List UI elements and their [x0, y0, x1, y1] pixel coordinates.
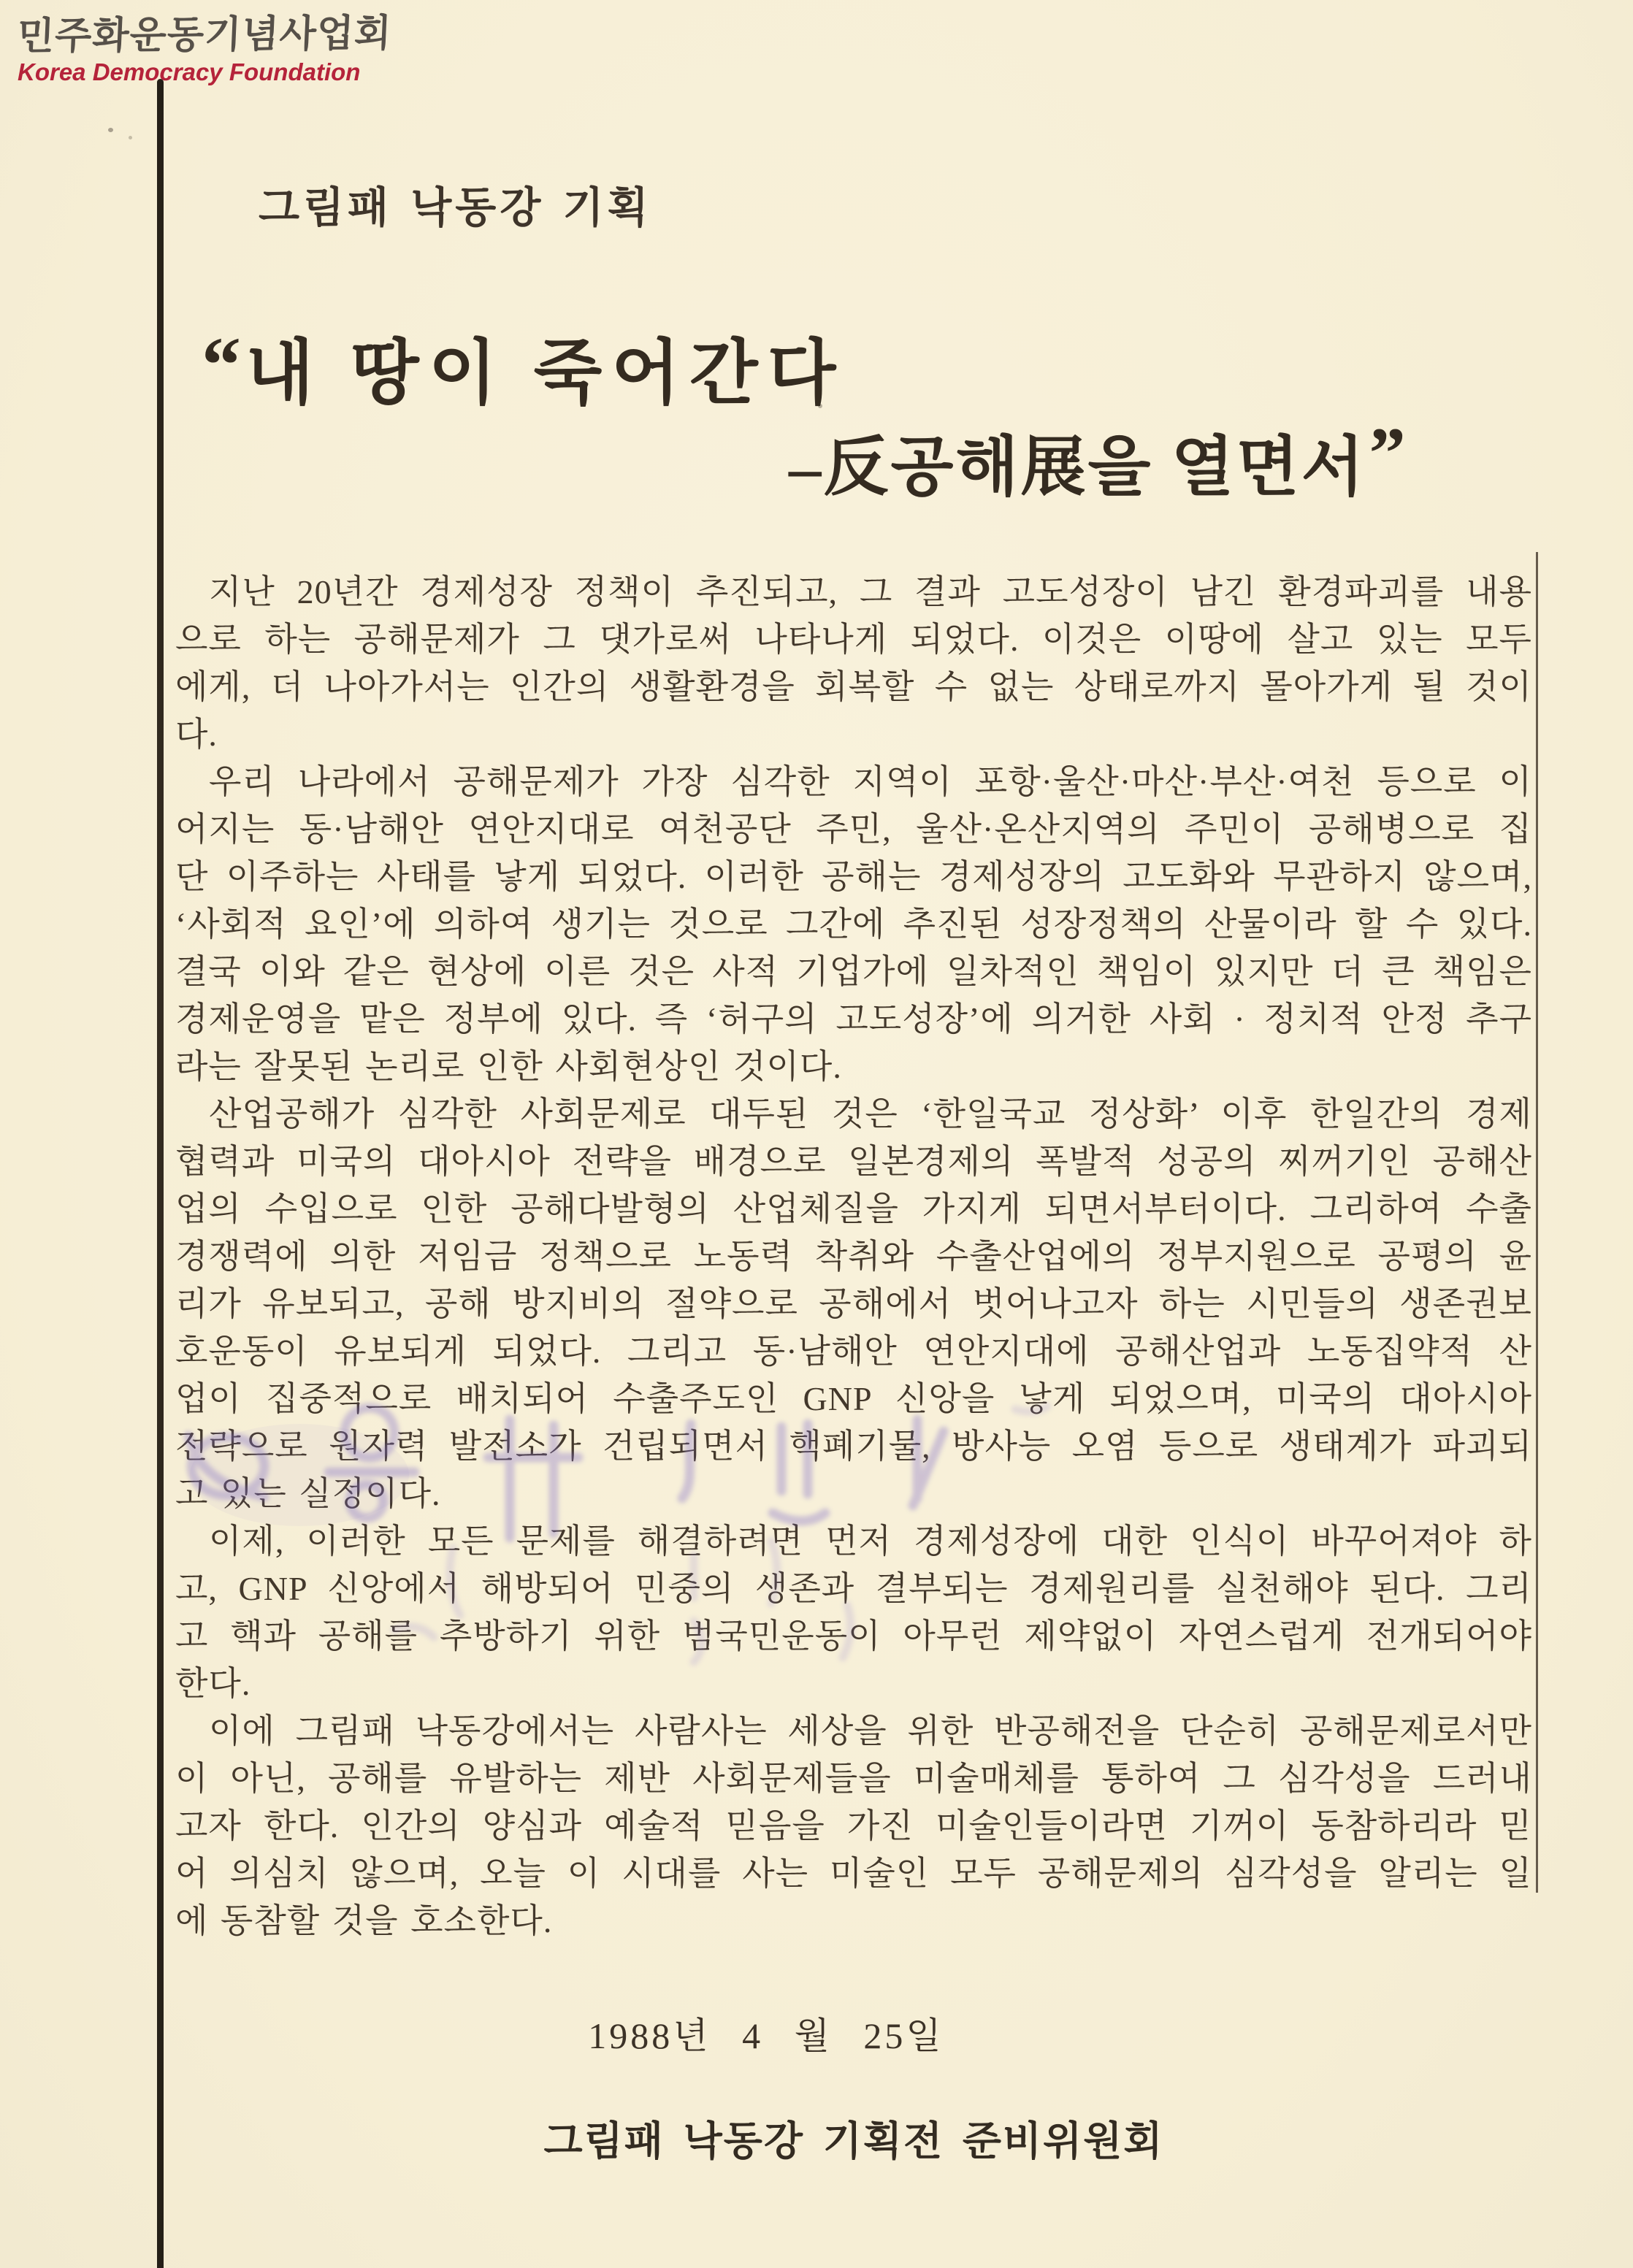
body-text-line: 고자 한다. 인간의 양심과 예술적 믿음을 가진 미술인들이라면 기꺼이 동참하리라 믿 — [175, 1807, 1532, 1844]
body-text-line: 업이 집중적으로 배치되어 수출주도인 GNP 신앙을 낳게 되었으며, 미국의 대아시아 — [175, 1380, 1532, 1417]
body-text-line: 고 있는 실정이다. — [175, 1475, 441, 1512]
left-margin-rule — [157, 79, 164, 2268]
body-text-line: 협력과 미국의 대아시아 전략을 배경으로 일본경제의 폭발적 성공의 찌꺼기인 공해산 — [175, 1143, 1532, 1180]
body-text-line: 우리 나라에서 공해문제가 가장 심각한 지역이 포항·울산·마산·부산·여천 등으로 이 — [209, 763, 1532, 800]
foundation-logo-korean: 민주화운동기념사업회 — [16, 10, 393, 59]
document-title-line2 — [789, 400, 1406, 521]
body-text-line: 한다. — [175, 1665, 251, 1702]
document-title-line1 — [202, 311, 845, 429]
body-text-line: 으로 하는 공해문제가 그 댓가로써 나타나게 되었다. 이것은 이땅에 살고 있는 모두 — [175, 621, 1532, 658]
body-text-line: ‘사회적 요인’에 의하여 생기는 것으로 그간에 추진된 성장정책의 산물이라 할 수 있다. — [175, 905, 1532, 943]
body-text-line: 어 의심치 않으며, 오늘 이 시대를 사는 미술인 모두 공해문제의 심각성을 알리는 일 — [175, 1855, 1532, 1892]
open-quote-mark: “ — [202, 322, 241, 409]
body-text-line: 지난 20년간 경제성장 정책이 추진되고, 그 결과 고도성장이 남긴 환경파괴를 내용 — [209, 573, 1532, 610]
document-signature: 그림패 낙동강 기획전 준비위원회 — [543, 2119, 1164, 2164]
body-text-line: 호운동이 유보되게 되었다. 그리고 동·남해안 연안지대에 공해산업과 노동집약적 산 — [175, 1333, 1532, 1370]
body-text-line: 경쟁력에 의한 저임금 정책으로 노동력 착취와 수출산업에의 정부지원으로 공평의 윤 — [175, 1238, 1532, 1275]
body-text-line: 라는 잘못된 논리로 인한 사회현상인 것이다. — [175, 1048, 842, 1085]
letterhead — [16, 10, 393, 85]
body-text-line: 경제운영을 맡은 정부에 있다. 즉 ‘허구의 고도성장’에 의거한 사회 · 정치적 안정 추구 — [175, 1000, 1532, 1038]
body-text-line: 이제, 이러한 모든 문제를 해결하려면 먼저 경제성장에 대한 인식이 바꾸어져야 하 — [209, 1522, 1532, 1560]
title-line2-text: –反공해展을 열면서 — [789, 432, 1366, 504]
body-text-line: 리가 유보되고, 공해 방지비의 절약으로 공해에서 벗어나고자 하는 시민들의 생존권보 — [175, 1285, 1532, 1322]
close-quote-mark: ” — [1369, 413, 1406, 494]
foundation-logo-english: Korea Democracy Foundation — [18, 58, 361, 85]
body-text-line: 단 이주하는 사태를 낳게 되었다. 이러한 공해는 경제성장의 고도화와 무관하지 않으며, — [175, 858, 1532, 895]
body-text-line: 에게, 더 나아가서는 인간의 생활환경을 회복할 수 없는 상태로까지 몰아가게 될 것이 — [175, 668, 1532, 705]
body-text-line: 이에 그림패 낙동강에서는 사람사는 세상을 위한 반공해전을 단순히 공해문제로서만 — [209, 1712, 1532, 1750]
body-text-line: 고, GNP 신앙에서 해방되어 민중의 생존과 결부되는 경제원리를 실천해야 된다. 그리 — [175, 1570, 1532, 1607]
body-text-line: 고 핵과 공해를 추방하기 위한 범국민운동이 아무런 제약없이 자연스럽게 전개되어야 — [175, 1617, 1532, 1655]
body-text-line: 다. — [175, 716, 218, 753]
body-text-line: 산업공해가 심각한 사회문제로 대두된 것은 ‘한일국교 정상화’ 이후 한일간의 경제 — [209, 1095, 1532, 1133]
document-body — [175, 568, 1532, 1945]
title-line1-text: 내 땅이 죽어간다 — [245, 334, 846, 413]
scan-speck — [108, 128, 113, 132]
body-text-line: 어지는 동·남해안 연안지대로 여천공단 주민, 울산·온산지역의 주민이 공해병으로 집 — [175, 811, 1532, 848]
body-text-line: 결국 이와 같은 현상에 이른 것은 사적 기업가에 일차적인 책임이 있지만 더 큰 책임은 — [175, 953, 1532, 990]
body-text-line: 업의 수입으로 인한 공해다발형의 산업체질을 가지게 되면서부터이다. 그리하여 수출 — [175, 1190, 1532, 1227]
document-date: 1988년 4 월 25일 — [588, 2015, 944, 2056]
scan-speck — [129, 136, 132, 139]
right-margin-rule — [1536, 552, 1538, 1893]
body-text-line: 전략으로 원자력 발전소가 건립되면서 핵폐기물, 방사능 오염 등으로 생태계가 파괴되 — [175, 1428, 1532, 1465]
body-text-line: 이 아닌, 공해를 유발하는 제반 사회문제들을 미술매체를 통하여 그 심각성을 드러내 — [175, 1760, 1532, 1797]
document-kicker: 그림패 낙동강 기획 — [259, 183, 652, 232]
body-text-line: 에 동참할 것을 호소한다. — [175, 1902, 553, 1939]
